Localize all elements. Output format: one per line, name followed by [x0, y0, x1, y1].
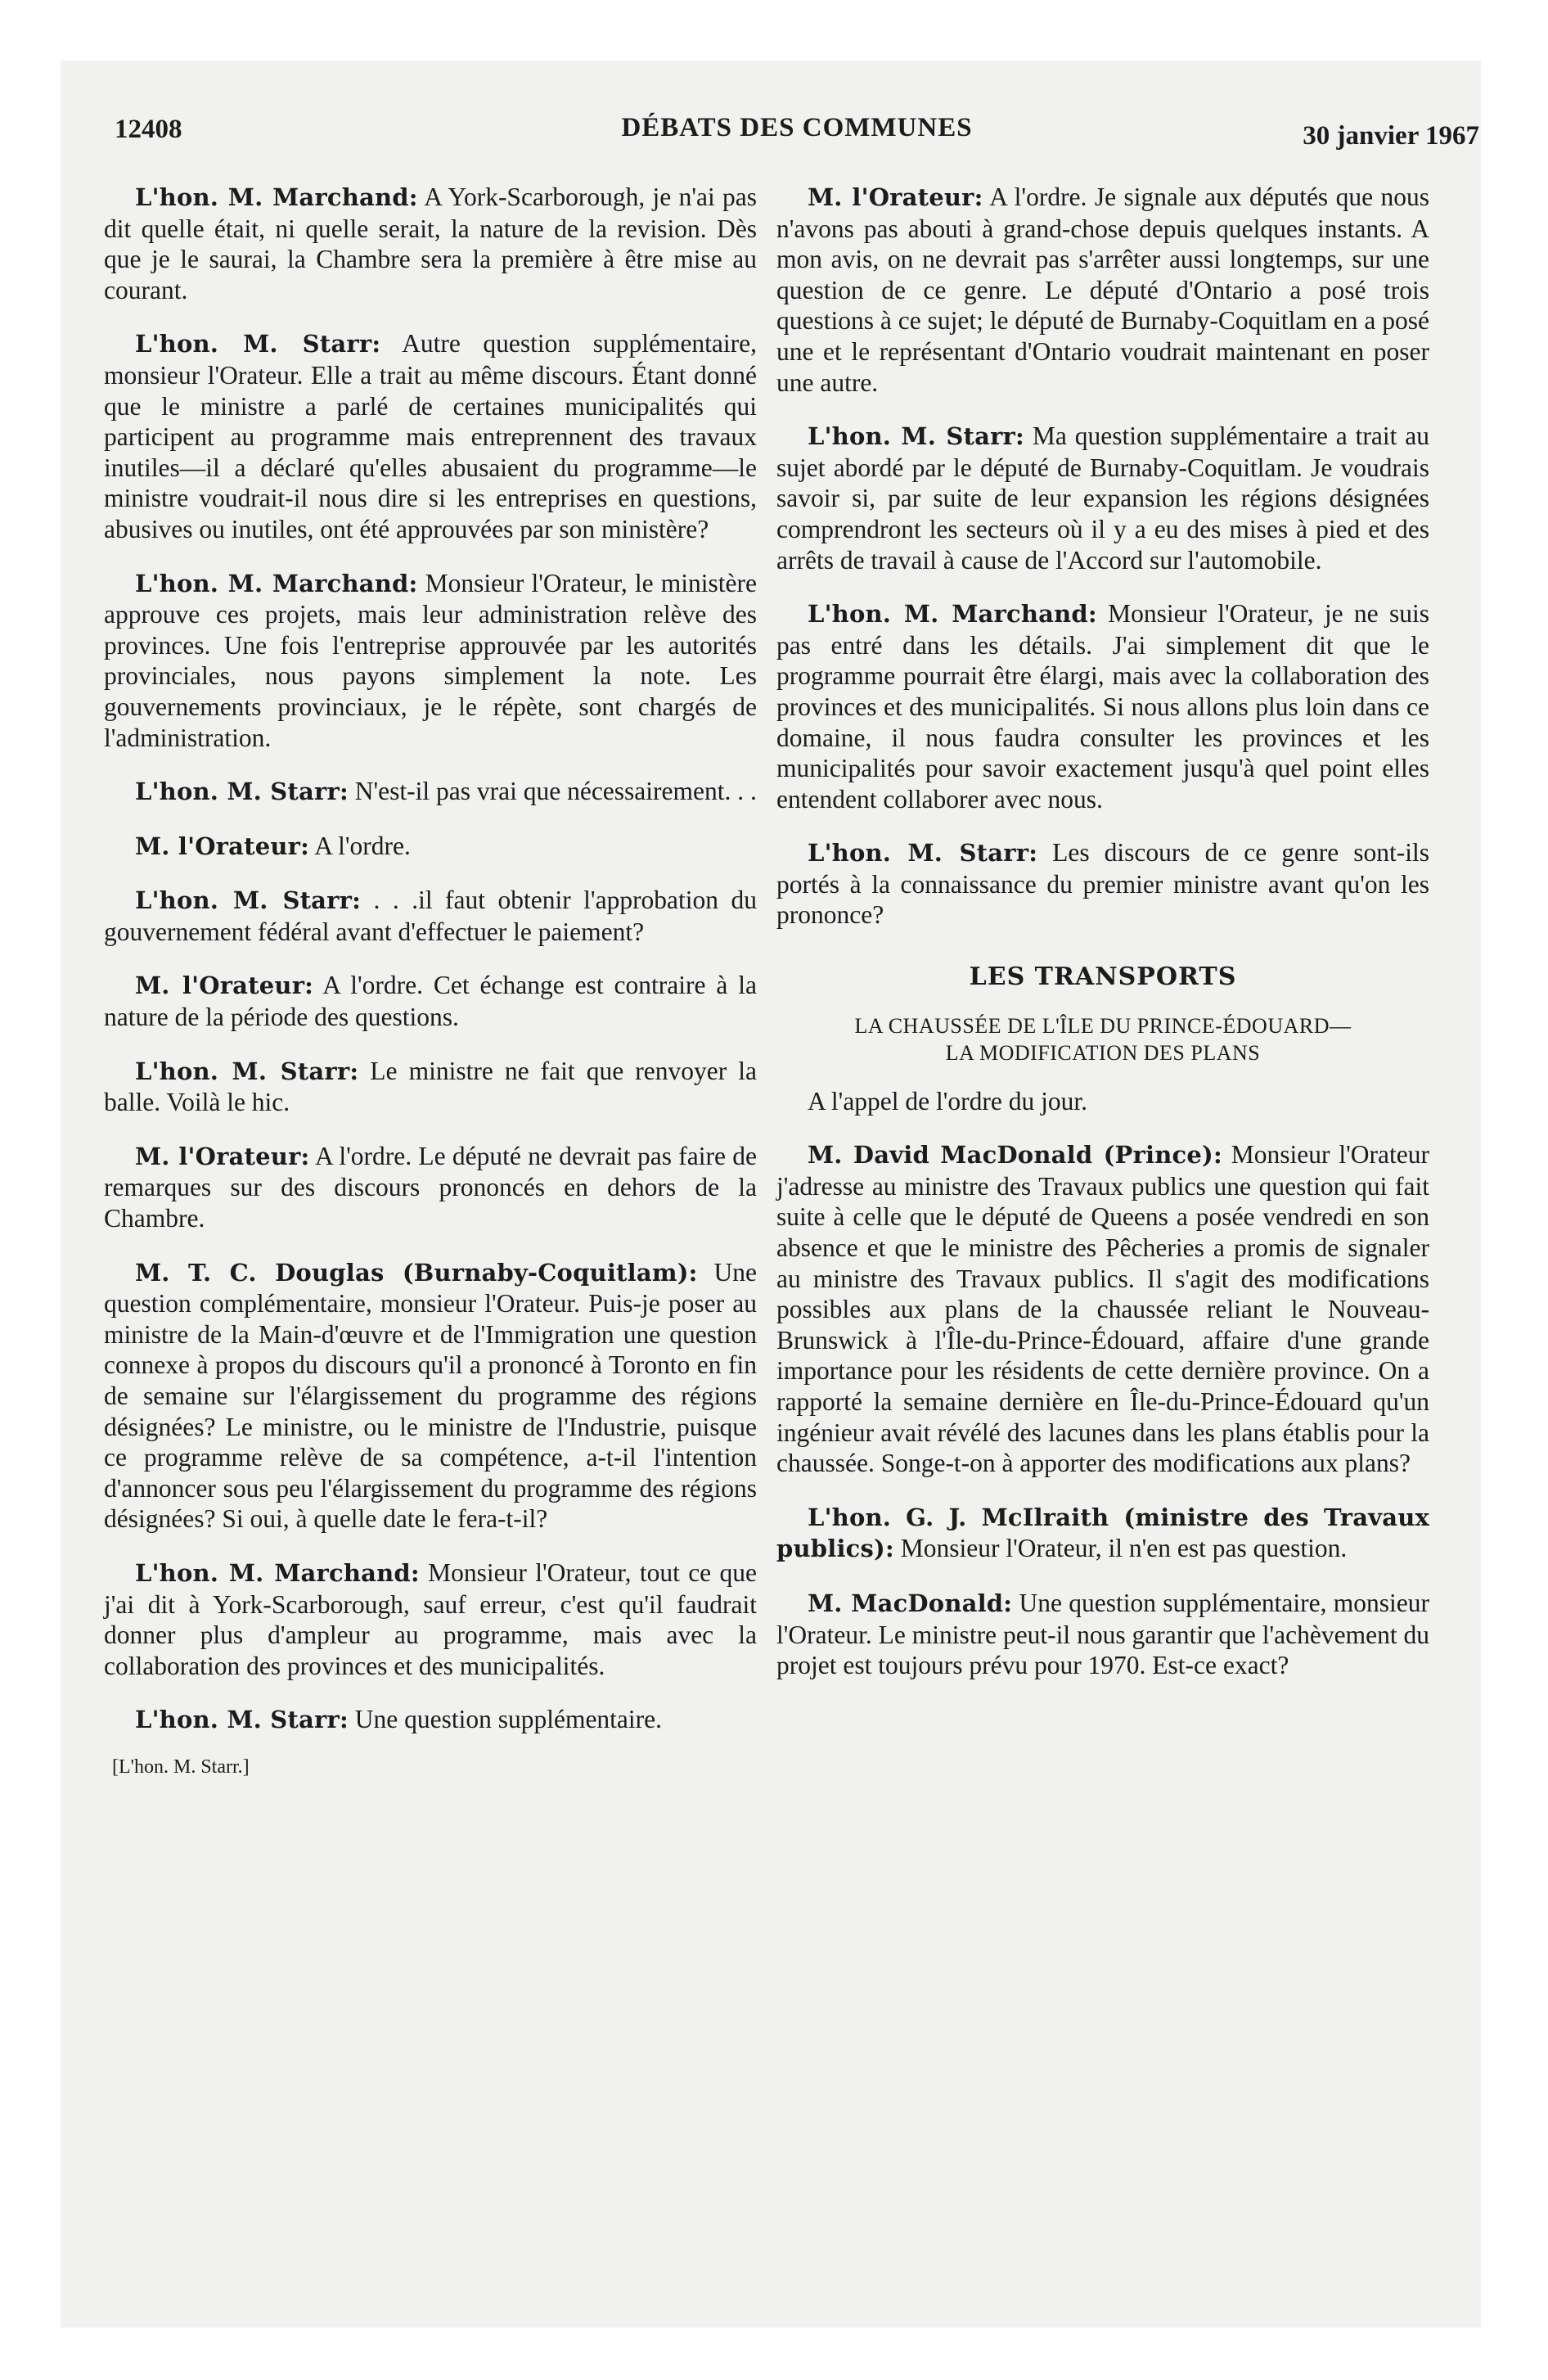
speaker-name: L'hon. M. Marchand:	[135, 1558, 420, 1587]
paragraph-text: Autre question supplémentaire, monsieur l'Orateur. Elle a trait au même discours. Étant donné que le ministre a parlé de certaines municipalités qui participent au programme mais entreprennent des travaux inutiles—il a déclaré qu'elles abusaient du programme—le ministre voudrait-il nous dire si les entreprises en questions, abusives ou inutiles, ont été approuvées par son ministère?	[104, 329, 758, 543]
speaker-name: L'hon. M. Marchand:	[135, 569, 418, 597]
speaker-name: M. l'Orateur:	[808, 183, 983, 211]
paragraph-text: Une question supplémentaire, monsieur l'Orateur. Le ministre peut-il nous garantir que l'achèvement du projet est toujours prévu pour 1970. Est-ce exact?	[776, 1588, 1430, 1680]
paragraph-text: A l'ordre. Le député ne devrait pas faire de remarques sur des discours prononcés en dehors de la Chambre.	[104, 1141, 757, 1233]
subsection-title	[776, 1012, 1429, 1066]
paragraph	[104, 568, 757, 754]
right-column	[776, 182, 1429, 1704]
speaker-name: L'hon. M. Marchand:	[808, 600, 1097, 629]
page-date: 30 janvier 1967	[1303, 121, 1479, 151]
paragraph-text: A l'ordre.	[314, 831, 411, 860]
section-title: LES TRANSPORTS	[969, 962, 1237, 992]
paragraph	[104, 1141, 757, 1234]
paragraph-text: . . .il faut obtenir l'approbation du gouvernement fédéral avant d'effectuer le paiement?	[104, 886, 758, 946]
paragraph-text: Monsieur l'Orateur, tout ce que j'ai dit à York-Scarborough, sauf erreur, c'est qu'il faudrait donner plus d'ampleur au programme, mais avec la collaboration des provinces et des municipalités.	[104, 1557, 757, 1680]
paragraph-text: Le ministre ne fait que renvoyer la balle. Voilà le hic.	[104, 1056, 757, 1117]
paragraph	[776, 1502, 1429, 1565]
paragraph	[776, 837, 1429, 931]
speaker-name: M. l'Orateur:	[135, 1142, 310, 1170]
paragraph	[104, 182, 757, 305]
speaker-name: M. l'Orateur:	[135, 971, 314, 1000]
paragraph	[776, 1086, 1429, 1117]
paragraph-text: Monsieur l'Orateur, il n'en est pas question.	[900, 1534, 1348, 1563]
paragraph-text: Monsieur l'Orateur j'adresse au ministre des Travaux publics une question qui fait suite à celle que le député de Queens a posée vendredi en son absence et que le ministre des Pêcheries a promis de signaler au ministre des Travaux publics. Il s'agit des modifications possibles aux plans de la chaussée reliant le Nouveau-Brunswick à l'Île-du-Prince-Édouard, affaire d'une grande importance pour les résidents de cette dernière province. On a rapporté la semaine dernière en Île-du-Prince-Édouard qu'un ingénieur avait révélé des lacunes dans les plans établis pour la chaussée. Songe-t-on à apporter des modifications aux plans?	[776, 1140, 1429, 1478]
speaker-name: L'hon. G. J. McIlraith (ministre des Travaux publics):	[776, 1503, 1429, 1563]
paragraph	[104, 831, 757, 863]
paragraph	[104, 1557, 757, 1681]
paragraph	[104, 1056, 757, 1118]
speaker-name: M. MacDonald:	[808, 1589, 1013, 1617]
paragraph	[776, 598, 1429, 814]
speaker-name: L'hon. M. Starr:	[135, 778, 349, 806]
paragraph-text: Monsieur l'Orateur, le ministère approuve ces projets, mais leur administration relève des provinces. Une fois l'entreprise approuvée par les autorités provinciales, nous payons simplement la note. Les gouvernements provinciaux, je le répète, sont chargés de l'administration.	[104, 568, 758, 752]
paragraph-text: Une question complémentaire, monsieur l'Orateur. Puis-je poser au ministre de la Main-d'œuvre et de l'Immigration une question connexe à propos du discours qu'il a prononcé à Toronto en fin de semaine sur l'élargissement du programme des régions désignées? Le ministre, ou le ministre de l'Industrie, puisque ce programme relève de sa compétence, a-t-il l'intention d'annoncer sous peu l'élargissement du programme des régions désignées? Si oui, à quelle date le fera-t-il?	[104, 1257, 757, 1534]
paragraph	[104, 1704, 757, 1736]
paragraph	[104, 885, 757, 947]
paragraph	[104, 328, 757, 544]
paragraph-text: Une question supplémentaire.	[354, 1705, 663, 1734]
speaker-name: M. T. C. Douglas (Burnaby-Coquitlam):	[135, 1258, 698, 1287]
paragraph-text: A l'appel de l'ordre du jour.	[808, 1086, 1088, 1116]
speaker-name: M. l'Orateur:	[135, 832, 310, 860]
paragraph-text: A l'ordre. Cet échange est contraire à la nature de la période des questions.	[104, 971, 757, 1032]
speaker-name: L'hon. M. Starr:	[135, 1706, 349, 1734]
page-header	[115, 105, 1479, 154]
paragraph-text: A York-Scarborough, je n'ai pas dit quelle était, ni quelle serait, la nature de la revision. Dès que je le saurai, la Chambre sera la première à être mise au courant.	[104, 183, 758, 304]
subsection-line: LA MODIFICATION DES PLANS	[945, 1040, 1261, 1065]
paragraph-text: N'est-il pas vrai que nécessairement. . .	[354, 777, 757, 806]
paragraph	[104, 1257, 757, 1535]
paragraph	[776, 421, 1429, 575]
paragraph-text: Ma question supplémentaire a trait au sujet abordé par le député de Burnaby-Coquitlam. Je voudrais savoir si, par suite de leur expansion les régions désignées comprendront les secteurs où il y a eu des mises à pied et des arrêts de travail à cause de l'Accord sur l'automobile.	[776, 421, 1430, 575]
speaker-name: L'hon. M. Starr:	[135, 330, 381, 358]
paragraph-text: Monsieur l'Orateur, je ne suis pas entré dans les détails. J'ai simplement dit que le programme pourrait être élargi, mais avec la collaboration des provinces et des municipalités. Si nous allons plus loin dans ce domaine, il nous faudra consulter les provinces et les municipalités pour savoir exactement jusqu'à quel point elles entendent collaborer avec nous.	[776, 599, 1430, 814]
speaker-name: L'hon. M. Starr:	[808, 422, 1024, 451]
subsection-line: LA CHAUSSÉE DE L'ÎLE DU PRINCE-ÉDOUARD—	[854, 1013, 1352, 1038]
paragraph-text: Les discours de ce genre sont-ils portés à la connaissance du premier ministre avant qu'on les prononce?	[776, 838, 1429, 930]
paragraph	[776, 182, 1429, 398]
left-column	[104, 182, 757, 1783]
page-title: DÉBATS DES COMMUNES	[621, 113, 973, 142]
paragraph	[104, 970, 757, 1032]
paragraph	[776, 1139, 1429, 1479]
paragraph	[104, 776, 757, 808]
speaker-name: L'hon. M. Marchand:	[135, 183, 418, 211]
speaker-name: L'hon. M. Starr:	[135, 886, 362, 915]
page-number: 12408	[115, 115, 182, 144]
speaker-name: L'hon. M. Starr:	[808, 839, 1038, 868]
speaker-name: L'hon. M. Starr:	[135, 1057, 359, 1085]
paragraph	[776, 1588, 1429, 1681]
speaker-name: M. David MacDonald (Prince):	[808, 1141, 1222, 1170]
speaker-footnote: [L'hon. M. Starr.]	[112, 1756, 250, 1778]
paragraph-text: A l'ordre. Je signale aux députés que nous n'avons pas abouti à grand-chose depuis quelques instants. A mon avis, on ne devrait pas s'arrêter aussi longtemps, sur une question de ce genre. Le député d'Ontario a posé trois questions à ce sujet; le député de Burnaby-Coquitlam en a posé une et le représentant d'Ontario voudrait maintenant en poser une autre.	[776, 183, 1429, 397]
